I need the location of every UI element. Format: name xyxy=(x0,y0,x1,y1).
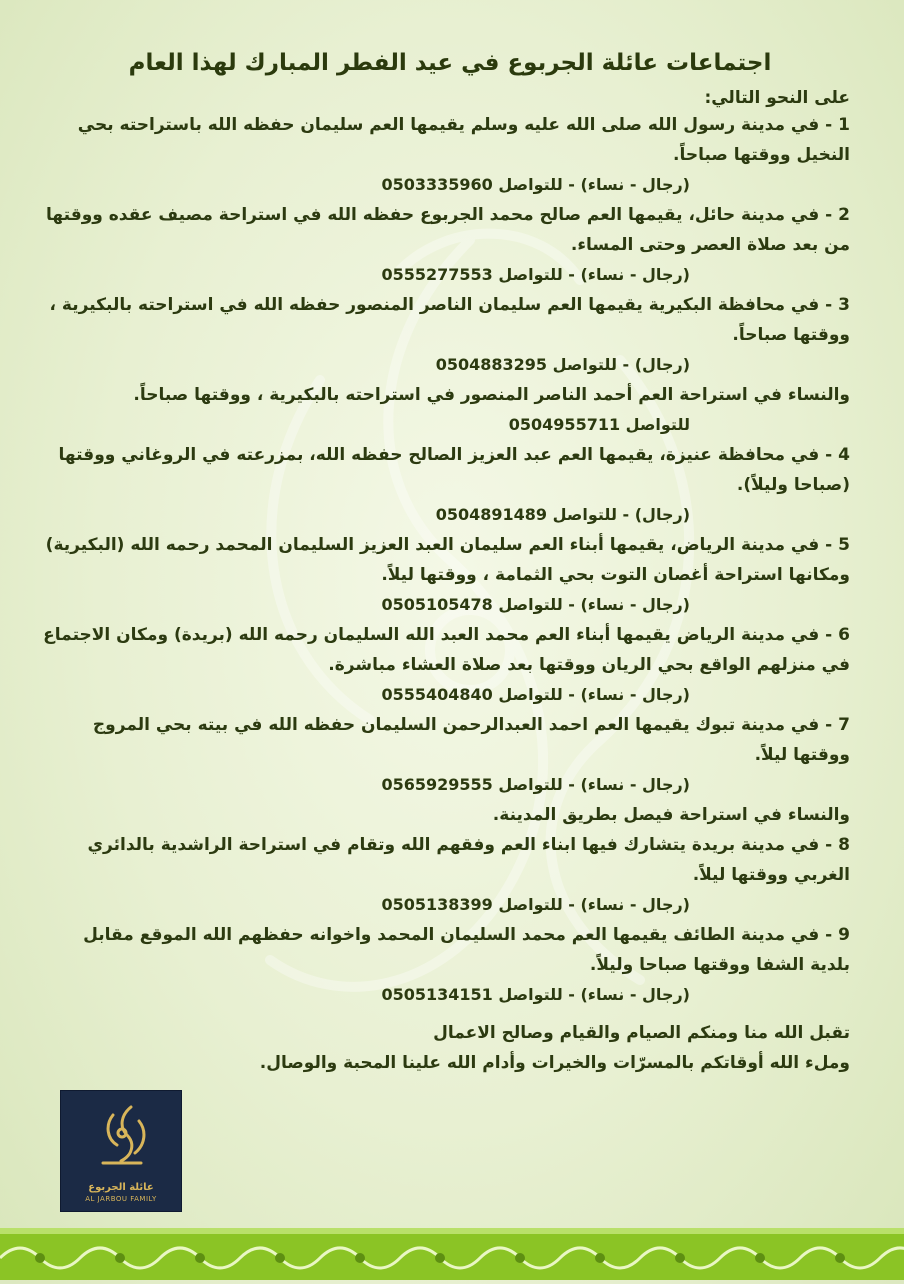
item-text: 6 - في مدينة الرياض يقيمها أبناء العم محمد العبد الله السليمان رحمه الله (بريدة) ومكان الاجتماع في منزلهم الواقع بحي الريان ووقتها بعد صلاة العشاء مباشرة. xyxy=(43,625,850,675)
list-item xyxy=(40,290,850,440)
item-text: 4 - في محافظة عنيزة، يقيمها العم عبد العزيز الصالح حفظه الله، بمزرعته في الروغاني ووقتها (صباحا وليلاً). xyxy=(58,445,850,495)
list-item xyxy=(40,440,850,530)
item-text: 1 - في مدينة رسول الله صلى الله عليه وسلم يقيمها العم سليمان حفظه الله باستراحته بحي النخيل ووقتها صباحاً. xyxy=(77,115,850,165)
decorative-border xyxy=(0,1228,904,1280)
list-item xyxy=(40,530,850,620)
item-extra: والنساء في استراحة فيصل بطريق المدينة. xyxy=(492,805,850,825)
item-contact: (رجال - نساء) - للتواصل 0505105478 xyxy=(381,595,690,614)
logo-english-text: AL JARBOU FAMILY xyxy=(85,1195,157,1203)
list-item xyxy=(40,110,850,200)
ornament-icon xyxy=(0,1228,904,1280)
logo-arabic-text: عائلة الجربوع xyxy=(88,1182,154,1193)
item-extra: والنساء في استراحة العم أحمد الناصر المنصور في استراحته بالبكيرية ، ووقتها صباحاً. xyxy=(133,385,850,405)
item-contact: (رجال - نساء) - للتواصل 0555277553 xyxy=(381,265,690,284)
list-item xyxy=(40,920,850,1010)
item-text: 5 - في مدينة الرياض، يقيمها أبناء العم سليمان العبد العزيز السليمان المحمد رحمه الله (البكيرية) ومكانها استراحة أغصان التوت بحي الثمامة ، ووقتها ليلاً. xyxy=(45,535,850,585)
item-contact: (رجال - نساء) - للتواصل 0503335960 xyxy=(381,175,690,194)
item-extra-contact: للتواصل 0504955711 xyxy=(508,415,690,434)
announcement-page xyxy=(40,50,860,1210)
page-title: اجتماعات عائلة الجربوع في عيد الفطر المبارك لهذا العام xyxy=(128,50,772,76)
family-logo xyxy=(60,1090,182,1212)
item-contact: (رجال) - للتواصل 0504891489 xyxy=(435,505,690,524)
list-item xyxy=(40,830,850,920)
item-contact: (رجال - نساء) - للتواصل 0505134151 xyxy=(381,985,690,1004)
item-text: 8 - في مدينة بريدة يتشارك فيها ابناء العم وفقهم الله وتقام في استراحة الراشدية بالدائري الغربي ووقتها ليلاً. xyxy=(87,835,850,885)
closing-message xyxy=(40,1018,850,1078)
closing-line: وملء الله أوقاتكم بالمسرّات والخيرات وأدام الله علينا المحبة والوصال. xyxy=(259,1053,850,1073)
item-contact: (رجال - نساء) - للتواصل 0565929555 xyxy=(381,775,690,794)
item-text: 9 - في مدينة الطائف يقيمها العم محمد السليمان المحمد واخوانه حفظهم الله الموقع مقابل بلدية الشفا ووقتها صباحا وليلاً. xyxy=(83,925,850,975)
item-text: 2 - في مدينة حائل، يقيمها العم صالح محمد الجربوع حفظه الله في استراحة مصيف عقده ووقتها من بعد صلاة العصر وحتى المساء. xyxy=(46,205,850,255)
intro-text: على النحو التالي: xyxy=(704,88,850,108)
list-item xyxy=(40,620,850,710)
item-contact: (رجال) - للتواصل 0504883295 xyxy=(435,355,690,374)
item-contact: (رجال - نساء) - للتواصل 0505138399 xyxy=(381,895,690,914)
list-item xyxy=(40,200,850,290)
list-item xyxy=(40,710,850,830)
item-contact: (رجال - نساء) - للتواصل 0555404840 xyxy=(381,685,690,704)
item-text: 3 - في محافظة البكيرية يقيمها العم سليمان الناصر المنصور حفظه الله في استراحته بالبكيرية ، ووقتها صباحاً. xyxy=(49,295,850,345)
logo-calligraphy-icon xyxy=(91,1101,153,1171)
closing-line: تقبل الله منا ومنكم الصيام والقيام وصالح الاعمال xyxy=(433,1023,850,1043)
item-text: 7 - في مدينة تبوك يقيمها العم احمد العبدالرحمن السليمان حفظه الله في بيته بحي المروج ووقتها ليلاً. xyxy=(92,715,850,765)
